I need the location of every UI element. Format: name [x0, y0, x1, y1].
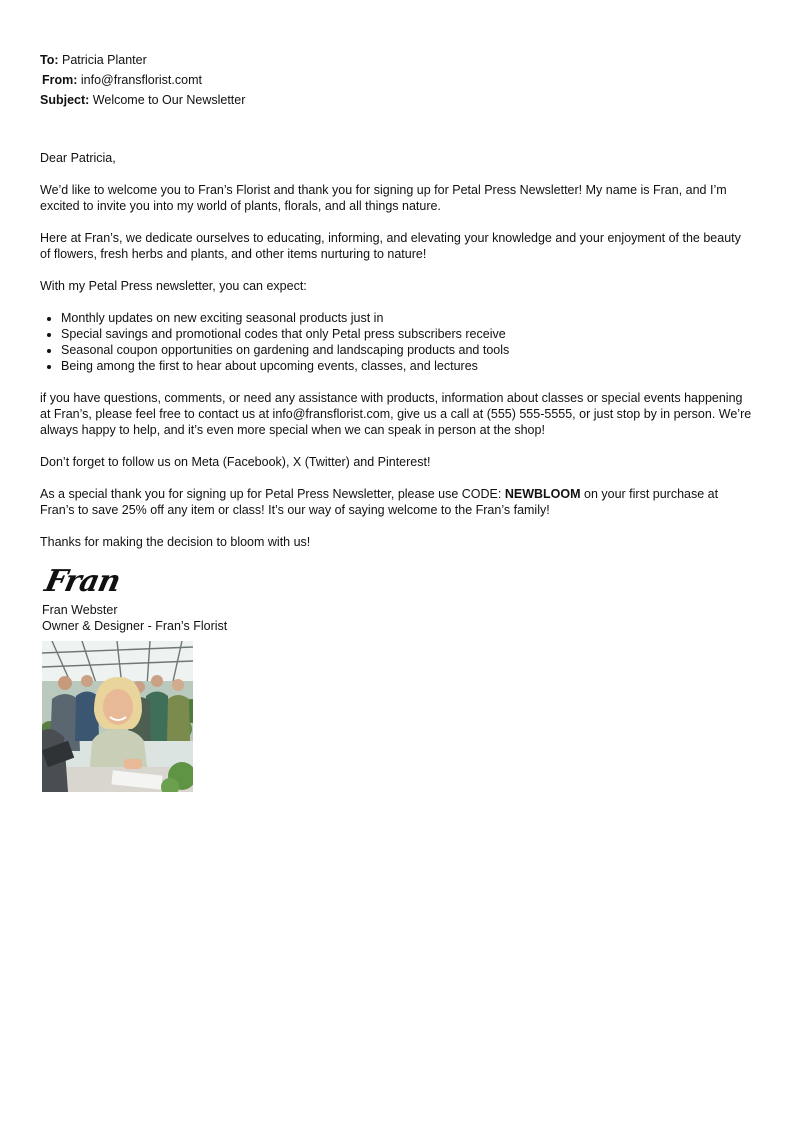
contact-paragraph: if you have questions, comments, or need any assistance with products, information about classes or special events happening at Fran’s, please feel free to contact us at info@fransflorist.com, give us a call at (555) 555-5555, or just stop by in person. We’re always happy to help, and it’s even more special when we can speak in person at the shop! — [40, 391, 752, 437]
subject-label: Subject: — [40, 93, 90, 107]
to-line — [40, 50, 754, 70]
promo-paragraph — [40, 486, 754, 518]
signature-name: Fran Webster — [42, 603, 118, 617]
to-label: To: — [40, 53, 59, 67]
from-label: From: — [42, 73, 78, 87]
social-paragraph: Don’t forget to follow us on Meta (Facebook), X (Twitter) and Pinterest! — [40, 455, 431, 469]
greeting: Dear Patricia, — [40, 151, 116, 165]
list-item: • Monthly updates on new exciting seasonal products just in — [61, 310, 754, 326]
handwritten-signature: Fran — [41, 564, 123, 599]
team-photo-icon — [42, 641, 193, 792]
subject-line — [40, 90, 754, 110]
list-item: • Being among the first to hear about upcoming events, classes, and lectures — [61, 358, 754, 374]
subject-value: Welcome to Our Newsletter — [92, 93, 246, 107]
email-document — [40, 50, 754, 792]
expectations-intro: With my Petal Press newsletter, you can expect: — [40, 279, 307, 293]
from-value: info@fransflorist.comt — [80, 73, 202, 87]
list-item: • Seasonal coupon opportunities on gardening and landscaping products and tools — [61, 342, 754, 358]
welcome-paragraph: We’d like to welcome you to Fran’s Florist and thank you for signing up for Petal Press Newsletter! My name is Fran, and I’m excited to invite you into my world of plants, florals, and all things nature. — [40, 183, 727, 213]
mission-paragraph: Here at Fran’s, we dedicate ourselves to educating, informing, and elevating your knowledge and your enjoyment of the beauty of flowers, fresh herbs and plants, and other items nurturing to nature! — [40, 231, 741, 261]
from-line — [40, 70, 754, 90]
closing-paragraph: Thanks for making the decision to bloom with us! — [40, 535, 311, 549]
promo-code: NEWBLOOM — [504, 487, 581, 501]
benefits-list — [40, 310, 754, 374]
list-item: • Special savings and promotional codes that only Petal press subscribers receive — [61, 326, 754, 342]
promo-text-after: on your first purchase at Fran’s to save 25% off any item or class! It’s our way of saying welcome to the Fran’s family! — [40, 487, 719, 517]
signature-title: Owner & Designer - Fran’s Florist — [42, 619, 228, 633]
to-value: Patricia Planter — [62, 53, 147, 67]
promo-text-before: As a special thank you for signing up for Petal Press Newsletter, please use CODE: — [40, 487, 505, 501]
